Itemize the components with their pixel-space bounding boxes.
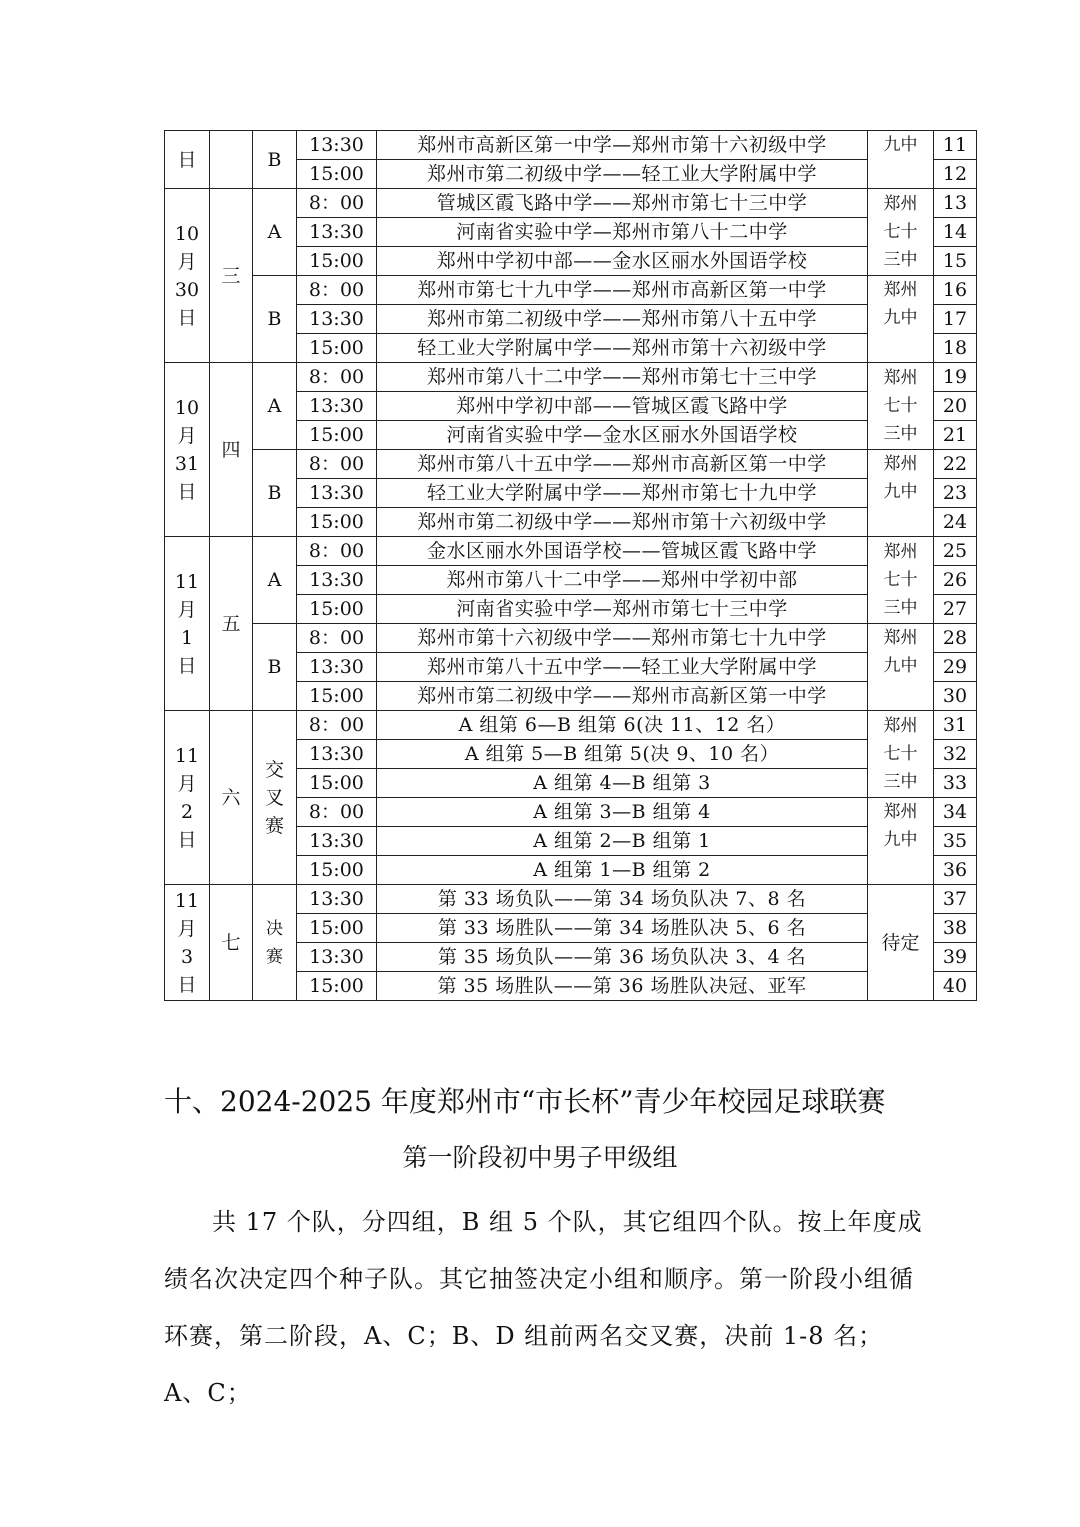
time-cell: 8：00 <box>297 276 377 305</box>
venue-cell: 郑州 九中 <box>868 798 934 885</box>
time-cell: 15:00 <box>297 247 377 276</box>
group-cell: A <box>253 537 297 624</box>
time-cell: 15:00 <box>297 682 377 711</box>
section-heading: 十、2024-2025 年度郑州市“市长杯”青少年校园足球联赛 <box>164 1085 886 1118</box>
venue-cell: 郑州 七十 三中 <box>868 711 934 798</box>
match-cell: 郑州市第八十二中学——郑州市第七十三中学 <box>377 363 868 392</box>
match-cell: 郑州市第二初级中学——郑州市第八十五中学 <box>377 305 868 334</box>
table-row <box>165 711 977 740</box>
match-number: 15 <box>934 247 977 276</box>
time-cell: 15:00 <box>297 769 377 798</box>
time-cell: 13:30 <box>297 943 377 972</box>
match-cell: A 组第 3—B 组第 4 <box>377 798 868 827</box>
match-cell: 轻工业大学附属中学——郑州市第七十九中学 <box>377 479 868 508</box>
table-row <box>165 363 977 392</box>
group-cell: B <box>253 131 297 189</box>
match-cell: A 组第 4—B 组第 3 <box>377 769 868 798</box>
time-cell: 13:30 <box>297 653 377 682</box>
match-cell: 郑州中学初中部——管城区霞飞路中学 <box>377 392 868 421</box>
match-number: 31 <box>934 711 977 740</box>
match-number: 30 <box>934 682 977 711</box>
venue-cell: 九中 <box>868 131 934 189</box>
match-number: 27 <box>934 595 977 624</box>
match-cell: 第 35 场负队——第 36 场负队决 3、4 名 <box>377 943 868 972</box>
weekday-cell: 七 <box>210 885 253 1001</box>
match-number: 28 <box>934 624 977 653</box>
match-cell: A 组第 1—B 组第 2 <box>377 856 868 885</box>
match-number: 26 <box>934 566 977 595</box>
time-cell: 13:30 <box>297 218 377 247</box>
subheading: 第一阶段初中男子甲级组 <box>402 1143 678 1172</box>
time-cell: 8：00 <box>297 450 377 479</box>
venue-cell: 郑州 九中 <box>868 276 934 363</box>
time-cell: 13:30 <box>297 305 377 334</box>
match-cell: 金水区丽水外国语学校——管城区霞飞路中学 <box>377 537 868 566</box>
match-cell: 郑州市第二初级中学——轻工业大学附属中学 <box>377 160 868 189</box>
match-cell: 郑州中学初中部——金水区丽水外国语学校 <box>377 247 868 276</box>
match-cell: 郑州市第二初级中学——郑州市高新区第一中学 <box>377 682 868 711</box>
time-cell: 13:30 <box>297 566 377 595</box>
time-cell: 13:30 <box>297 392 377 421</box>
match-number: 24 <box>934 508 977 537</box>
match-number: 25 <box>934 537 977 566</box>
match-number: 21 <box>934 421 977 450</box>
match-number: 20 <box>934 392 977 421</box>
venue-cell: 郑州 九中 <box>868 624 934 711</box>
weekday-cell: 三 <box>210 189 253 363</box>
match-number: 35 <box>934 827 977 856</box>
match-number: 19 <box>934 363 977 392</box>
match-cell: 河南省实验中学—郑州市第八十二中学 <box>377 218 868 247</box>
match-number: 37 <box>934 885 977 914</box>
weekday-cell: 五 <box>210 537 253 711</box>
match-cell: 第 33 场胜队——第 34 场胜队决 5、6 名 <box>377 914 868 943</box>
weekday-cell: 六 <box>210 711 253 885</box>
time-cell: 8：00 <box>297 798 377 827</box>
group-cell: A <box>253 363 297 450</box>
match-number: 39 <box>934 943 977 972</box>
date-cell: 11 月 1 日 <box>165 537 210 711</box>
date-cell: 10 月 30 日 <box>165 189 210 363</box>
match-cell: A 组第 5—B 组第 5(决 9、10 名） <box>377 740 868 769</box>
date-cell: 11 月 2 日 <box>165 711 210 885</box>
time-cell: 13:30 <box>297 740 377 769</box>
time-cell: 13:30 <box>297 885 377 914</box>
match-cell: 第 35 场胜队——第 36 场胜队决冠、亚军 <box>377 972 868 1001</box>
match-number: 36 <box>934 856 977 885</box>
match-cell: 郑州市第七十九中学——郑州市高新区第一中学 <box>377 276 868 305</box>
match-number: 29 <box>934 653 977 682</box>
table-row <box>165 450 977 479</box>
time-cell: 15:00 <box>297 508 377 537</box>
table-row <box>165 885 977 914</box>
match-number: 18 <box>934 334 977 363</box>
body-paragraph: 共 17 个队，分四组，B 组 5 个队，其它组四个队。按上年度成绩名次决定四个种子队。其它抽签决定小组和顺序。第一阶段小组循环赛，第二阶段，A、C；B、D 组前两名交叉赛，决前 1-8 名；A、C； <box>164 1208 923 1407</box>
match-number: 32 <box>934 740 977 769</box>
date-cell: 日 <box>165 131 210 189</box>
match-number: 12 <box>934 160 977 189</box>
time-cell: 15:00 <box>297 334 377 363</box>
time-cell: 13:30 <box>297 479 377 508</box>
time-cell: 8：00 <box>297 363 377 392</box>
venue-cell: 郑州 九中 <box>868 450 934 537</box>
group-cell: 交 叉 赛 <box>253 711 297 885</box>
match-cell: 第 33 场负队——第 34 场负队决 7、8 名 <box>377 885 868 914</box>
table-row <box>165 131 977 160</box>
match-number: 17 <box>934 305 977 334</box>
match-cell: A 组第 6—B 组第 6(决 11、12 名） <box>377 711 868 740</box>
match-number: 11 <box>934 131 977 160</box>
group-cell: A <box>253 189 297 276</box>
match-number: 33 <box>934 769 977 798</box>
match-cell: 管城区霞飞路中学——郑州市第七十三中学 <box>377 189 868 218</box>
match-cell: 郑州市高新区第一中学—郑州市第十六初级中学 <box>377 131 868 160</box>
match-cell: 郑州市第八十五中学——轻工业大学附属中学 <box>377 653 868 682</box>
time-cell: 15:00 <box>297 595 377 624</box>
time-cell: 15:00 <box>297 160 377 189</box>
match-number: 14 <box>934 218 977 247</box>
match-number: 22 <box>934 450 977 479</box>
time-cell: 13:30 <box>297 827 377 856</box>
time-cell: 8：00 <box>297 624 377 653</box>
match-cell: 河南省实验中学—金水区丽水外国语学校 <box>377 421 868 450</box>
schedule-table <box>164 130 977 1001</box>
time-cell: 15:00 <box>297 856 377 885</box>
table-row <box>165 537 977 566</box>
match-number: 23 <box>934 479 977 508</box>
time-cell: 15:00 <box>297 914 377 943</box>
date-cell: 10 月 31 日 <box>165 363 210 537</box>
match-cell: 郑州市第十六初级中学——郑州市第七十九中学 <box>377 624 868 653</box>
weekday-cell: 四 <box>210 363 253 537</box>
group-cell: B <box>253 450 297 537</box>
table-row <box>165 624 977 653</box>
venue-cell: 郑州 七十 三中 <box>868 189 934 276</box>
weekday-cell <box>210 131 253 189</box>
match-number: 13 <box>934 189 977 218</box>
match-cell: 轻工业大学附属中学——郑州市第十六初级中学 <box>377 334 868 363</box>
time-cell: 15:00 <box>297 972 377 1001</box>
time-cell: 13:30 <box>297 131 377 160</box>
match-number: 38 <box>934 914 977 943</box>
match-cell: 郑州市第二初级中学——郑州市第十六初级中学 <box>377 508 868 537</box>
time-cell: 8：00 <box>297 189 377 218</box>
group-cell: B <box>253 624 297 711</box>
time-cell: 15:00 <box>297 421 377 450</box>
match-cell: 郑州市第八十五中学——郑州市高新区第一中学 <box>377 450 868 479</box>
table-row <box>165 189 977 218</box>
match-number: 34 <box>934 798 977 827</box>
venue-cell: 郑州 七十 三中 <box>868 537 934 624</box>
match-cell: A 组第 2—B 组第 1 <box>377 827 868 856</box>
match-cell: 河南省实验中学—郑州市第七十三中学 <box>377 595 868 624</box>
venue-cell: 郑州 七十 三中 <box>868 363 934 450</box>
group-cell: 决 赛 <box>253 885 297 1001</box>
time-cell: 8：00 <box>297 537 377 566</box>
date-cell: 11 月 3 日 <box>165 885 210 1001</box>
venue-cell: 待定 <box>868 885 934 1001</box>
group-cell: B <box>253 276 297 363</box>
match-number: 16 <box>934 276 977 305</box>
time-cell: 8：00 <box>297 711 377 740</box>
match-cell: 郑州市第八十二中学——郑州中学初中部 <box>377 566 868 595</box>
match-number: 40 <box>934 972 977 1001</box>
table-row <box>165 276 977 305</box>
